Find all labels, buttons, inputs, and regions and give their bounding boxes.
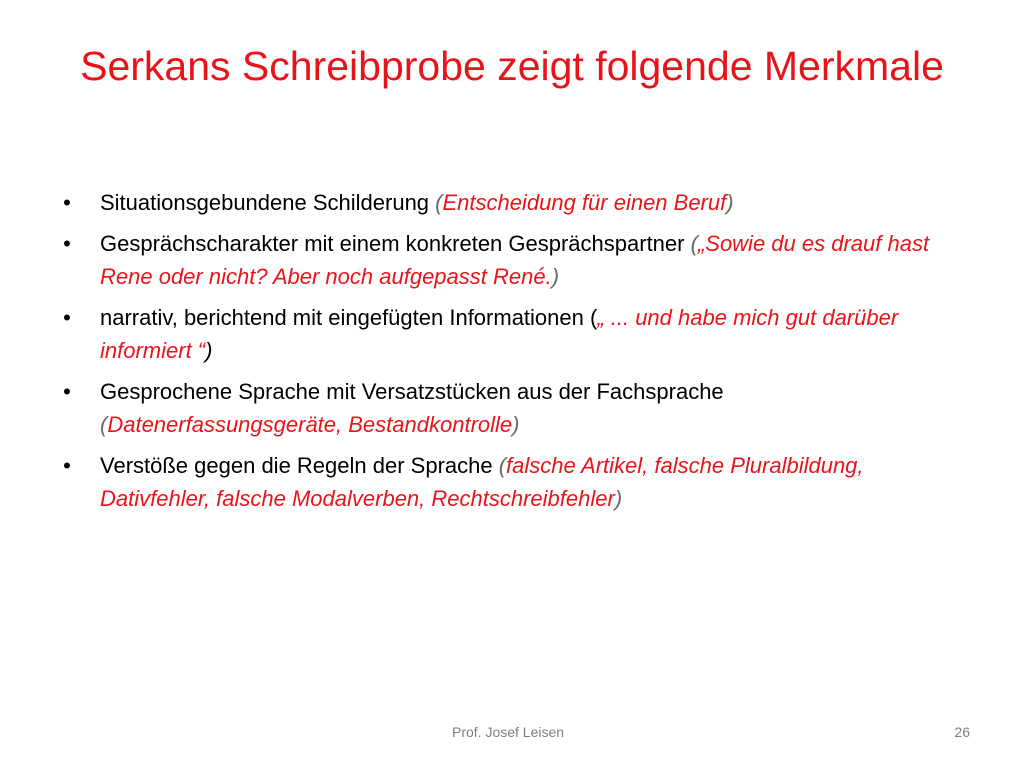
bullet-example: Entscheidung für einen Beruf [442,190,727,215]
bullet-item [60,375,960,441]
bullet-paren-close: ) [512,412,520,437]
bullet-dot-icon: • [63,453,71,478]
bullet-text: Situationsgebundene Schilderung [100,190,436,215]
slide-title: Serkans Schreibprobe zeigt folgende Merkmale [80,43,944,89]
bullet-example: „Sowie du es drauf hast Rene oder nicht? Aber noch aufgepasst René. [100,231,930,289]
bullet-paren-close: ) [551,264,560,289]
bullet-paren-open: ( [435,190,443,215]
bullet-paren-open: ( [498,453,507,478]
bullet-text: Verstöße gegen die Regeln der Sprache [100,453,499,478]
bullet-example: „ ... und habe mich gut darüber informiert “ [100,305,899,363]
bullet-text: narrativ, berichtend mit eingefügten Informationen [100,305,590,330]
bullet-item [60,186,960,219]
bullet-dot-icon: • [63,379,71,404]
bullet-example: falsche Artikel, falsche Pluralbildung, Dativfehler, falsche Modalverben, Rechtschreibfehler [100,453,864,511]
bullet-item [60,301,960,367]
bullet-text: Gesprochene Sprache mit Versatzstücken aus der Fachsprache [100,379,724,404]
bullet-paren-open: ( [589,305,598,330]
bullet-paren-close: ) [205,338,213,363]
bullet-paren-open: ( [690,231,698,256]
bullet-dot-icon: • [63,305,71,330]
bullet-dot-icon: • [63,231,71,256]
bullet-paren-open: ( [100,412,108,437]
bullet-paren-close: ) [726,190,734,215]
bullet-item [60,227,960,293]
bullet-text: Gesprächscharakter mit einem konkreten Gesprächspartner [100,231,691,256]
page-number: 26 [954,724,970,740]
bullet-item [60,449,960,515]
footer-author: Prof. Josef Leisen [452,724,565,740]
bullet-list [60,186,960,523]
bullet-example: Datenerfassungsgeräte, Bestandkontrolle [107,412,513,437]
bullet-dot-icon: • [63,190,71,215]
bullet-paren-close: ) [614,486,623,511]
